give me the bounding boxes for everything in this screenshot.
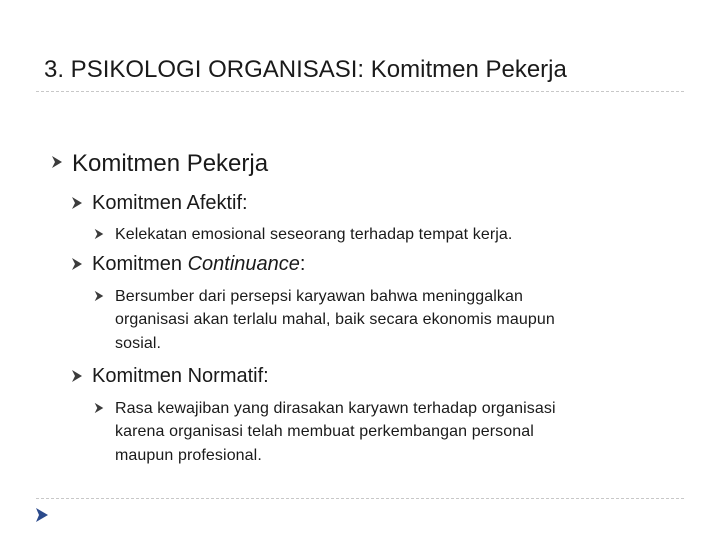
arrow-bullet-icon xyxy=(93,290,105,302)
arrow-bullet-icon xyxy=(93,402,105,414)
item-description-normatif-line-1: Rasa kewajiban yang dirasakan karyawn terhadap organisasi xyxy=(115,400,556,417)
item-label-continuance: Komitmen Continuance: xyxy=(92,253,306,275)
arrow-bullet-icon xyxy=(93,228,105,240)
footer-divider xyxy=(36,498,684,499)
item-description-continuance-line-2: organisasi akan terlalu mahal, baik secara ekonomis maupun xyxy=(115,311,555,328)
arrow-bullet-icon xyxy=(50,155,64,169)
item-description-normatif-line-3: maupun profesional. xyxy=(115,447,262,464)
title-divider xyxy=(36,91,684,92)
next-slide-arrow-icon[interactable] xyxy=(35,507,49,523)
item-description-continuance-line-1: Bersumber dari persepsi karyawan bahwa meninggalkan xyxy=(115,288,523,305)
item-label-afektif: Komitmen Afektif: xyxy=(92,192,248,214)
slide-title: 3. PSIKOLOGI ORGANISASI: Komitmen Pekerja xyxy=(44,56,567,83)
item-description-afektif: Kelekatan emosional seseorang terhadap tempat kerja. xyxy=(115,226,513,243)
arrow-bullet-icon xyxy=(70,196,84,210)
item-description-normatif-line-2: karena organisasi telah membuat perkembangan personal xyxy=(115,423,534,440)
heading-komitmen-pekerja: Komitmen Pekerja xyxy=(72,150,269,177)
arrow-bullet-icon xyxy=(70,369,84,383)
item-label-normatif: Komitmen Normatif: xyxy=(92,365,269,387)
item-description-continuance-line-3: sosial. xyxy=(115,335,162,352)
arrow-bullet-icon xyxy=(70,257,84,271)
